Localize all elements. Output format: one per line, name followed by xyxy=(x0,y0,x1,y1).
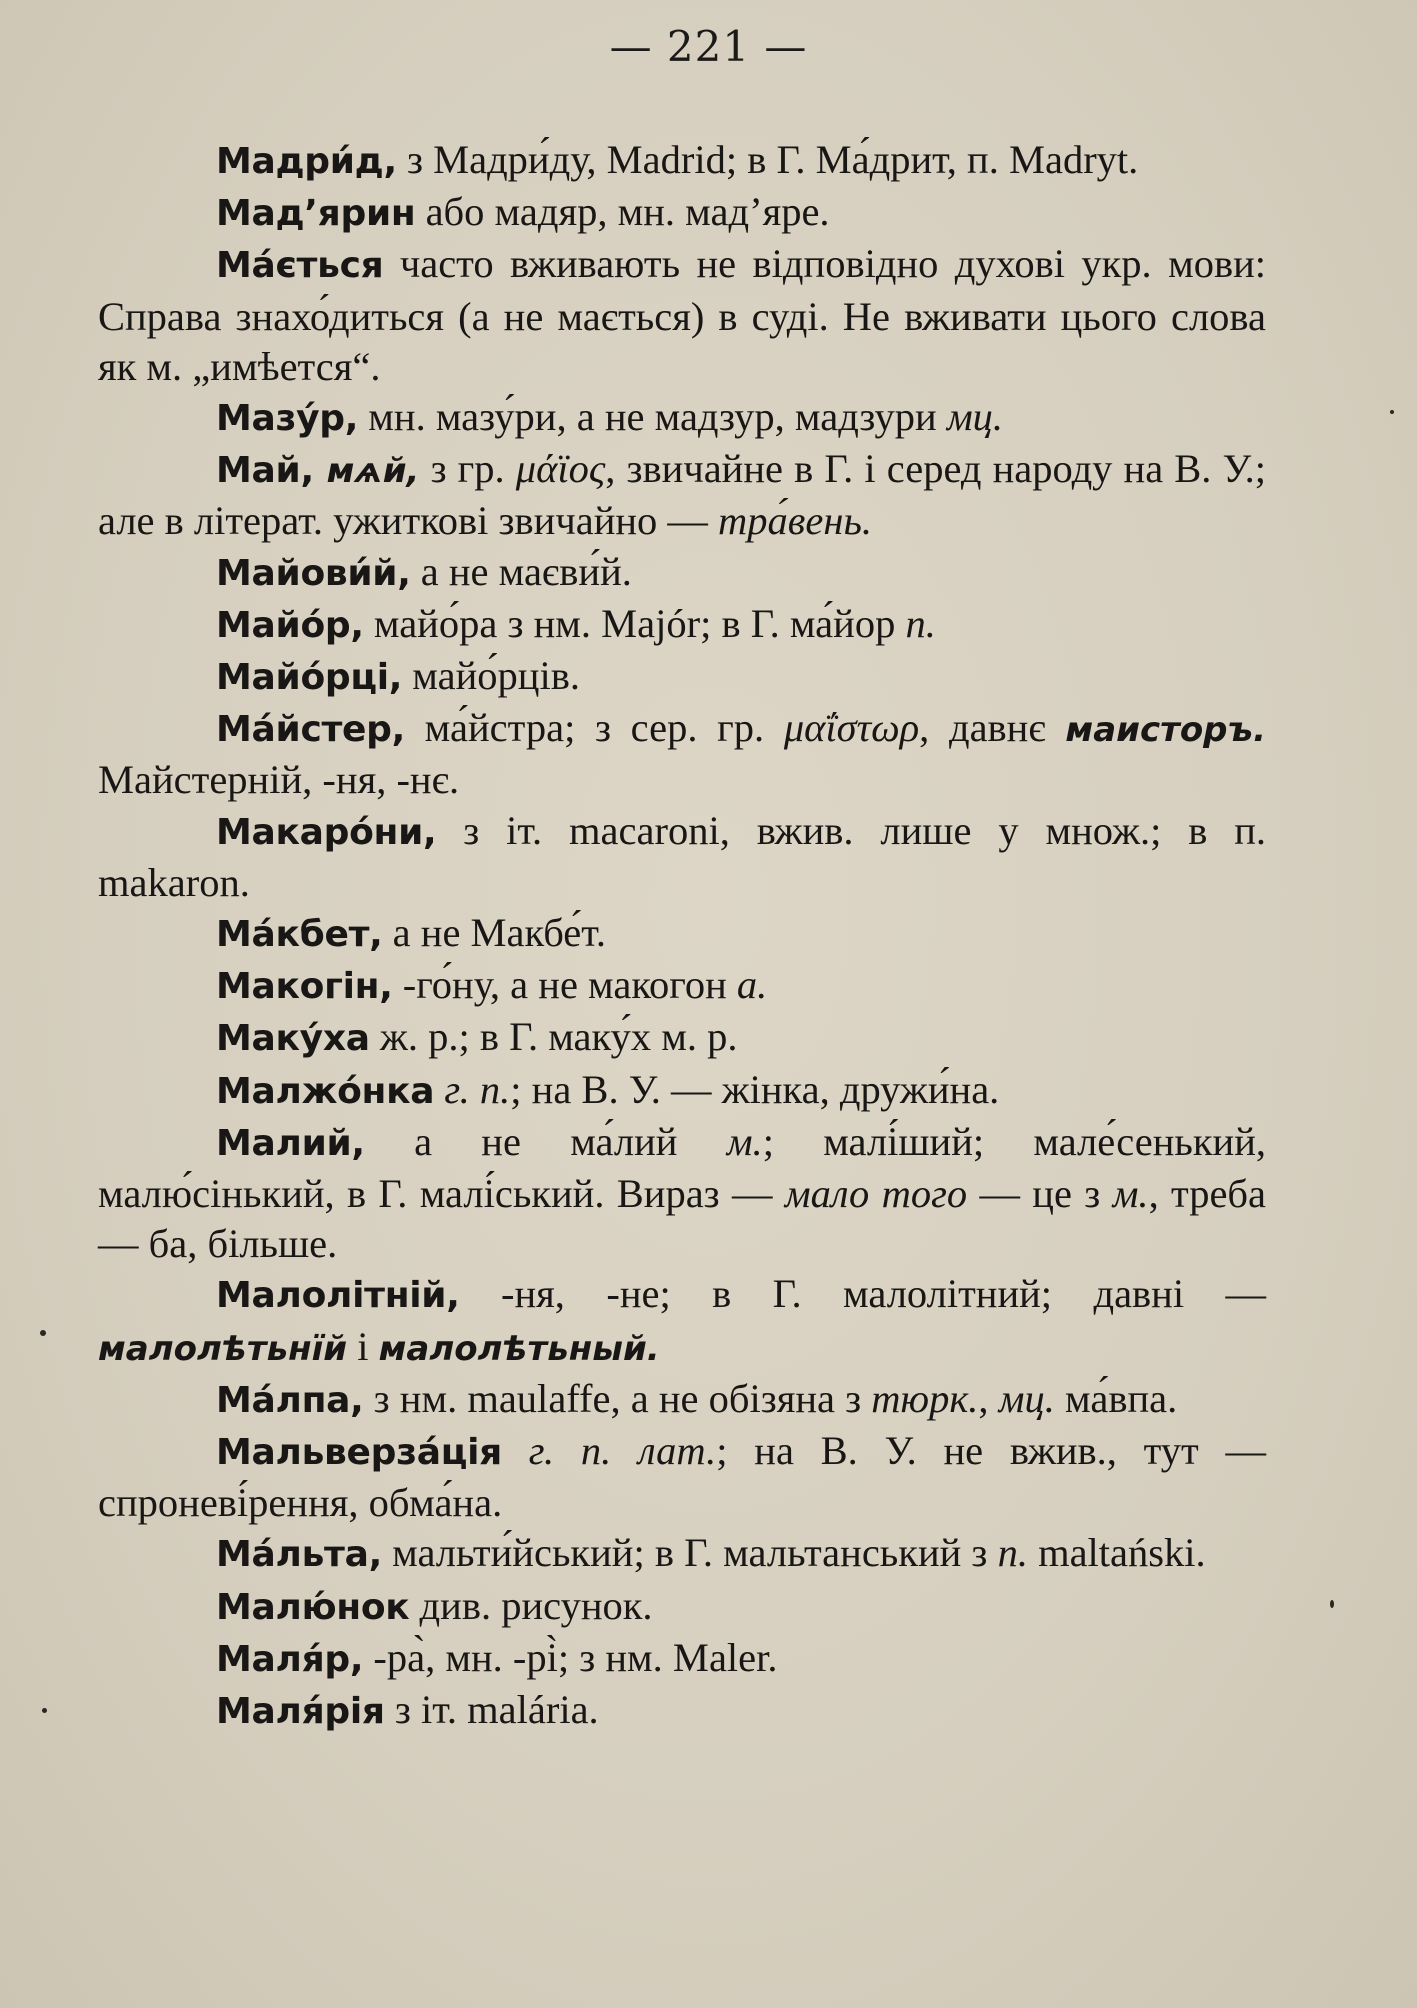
entry-text: див. рисунок. xyxy=(409,1582,653,1628)
entry-maietsia xyxy=(98,239,1266,392)
entry-maister xyxy=(98,703,1266,805)
entry-maliariia xyxy=(98,1685,1266,1737)
entry-text: -ня, -не; в Г. малолітний; давні — xyxy=(459,1271,1266,1317)
entry-text: maltański. xyxy=(1027,1530,1206,1576)
entry-headword: Маля́рія xyxy=(216,1691,385,1733)
entry-text xyxy=(502,1428,529,1473)
entry-headword: Мальверза́ція xyxy=(216,1432,502,1474)
entry-headword: Макогін, xyxy=(216,966,393,1008)
paper-speck xyxy=(1330,1600,1334,1608)
entry-madiaryn xyxy=(98,187,1266,239)
entry-maliunok xyxy=(98,1581,1266,1633)
entry-headword: Ма́йстер, xyxy=(216,709,406,751)
entry-text: мн. мазу́ри, а не мадзур, мадзури xyxy=(358,394,947,440)
entry-old-form: малолѣтьный. xyxy=(378,1328,660,1369)
entry-text: з іт. macaroni, вжив. лише у множ.; в п. makaron. xyxy=(98,807,1266,905)
entry-text: майо́рців. xyxy=(402,653,580,699)
entry-malzhonka xyxy=(98,1065,1266,1117)
entry-makbet xyxy=(98,908,1266,960)
entry-text: з іт. malária. xyxy=(384,1687,599,1733)
entry-text: майо́ра з нм. Majór; в Г. ма́йор xyxy=(363,600,906,646)
entry-text: -го́ну, а не макогон xyxy=(392,962,737,1008)
entry-text: або мадяр, мн. мад’яре. xyxy=(415,189,830,235)
entry-text: -ра̀, мн. -рі̀; з нм. Maler. xyxy=(363,1634,778,1680)
entry-headword: Маку́ха xyxy=(216,1018,370,1060)
entry-malta xyxy=(98,1528,1266,1580)
entry-headword: Ма́кбет, xyxy=(216,914,383,956)
entry-italic: тра́вень. xyxy=(718,498,872,544)
entry-headword: Майови́й, xyxy=(216,552,411,594)
paper-speck xyxy=(1390,410,1394,414)
entry-malyi xyxy=(98,1117,1266,1270)
entry-headword: Малий, xyxy=(216,1122,365,1164)
entry-headword: Ма́льта, xyxy=(216,1534,382,1576)
entry-italic: мало того xyxy=(784,1171,968,1217)
entry-italic: тюрк. xyxy=(871,1375,979,1421)
entry-text: ж. р.; в Г. маку́х м. р. xyxy=(369,1014,738,1060)
entry-text: ма́йстра; з сер. гр. xyxy=(405,705,784,751)
entry-greek: μάϊος xyxy=(515,446,606,492)
entry-text: а не ма́лий xyxy=(364,1118,727,1164)
entry-mai xyxy=(98,444,1266,546)
entry-headword: Май, xyxy=(216,450,314,492)
entry-old-form: малолѣтьнїй xyxy=(98,1328,348,1369)
entry-greek: μαΐστωρ xyxy=(783,705,920,751)
entry-headword: Ма́лпа, xyxy=(216,1379,364,1421)
entry-italic: п. xyxy=(997,1530,1028,1576)
entry-italic: мц. xyxy=(998,1375,1055,1421)
entry-mazur xyxy=(98,392,1266,444)
entry-italic: г. п. xyxy=(444,1066,511,1112)
entry-malverzatsiia xyxy=(98,1426,1266,1528)
entry-text: з Мадри́ду, Madrid; в Г. Ма́дрит, п. Madryt. xyxy=(396,137,1139,182)
entry-old-form: маисторъ. xyxy=(1065,710,1266,751)
entry-headword: Мад’ярин xyxy=(216,193,416,235)
dictionary-text xyxy=(98,135,1266,1737)
entry-maior xyxy=(98,599,1266,651)
entry-malolitnii xyxy=(98,1269,1266,1373)
entry-text: ; на В. У. не вжив., тут — спроневі́рення, обма́на. xyxy=(98,1428,1266,1526)
entry-text: а не маєви́й. xyxy=(410,548,632,594)
entry-text: ; малі́ший; мале́сенький, малю́сінький, в Г. малі́ський. Вираз — xyxy=(98,1118,1266,1217)
entry-text xyxy=(434,1067,444,1112)
entry-text: , xyxy=(978,1375,999,1421)
entry-text: часто вживають не відповідно духові укр. мови: Справа знахо́диться (а не мається) в суді. Не вживати цього слова як м. „имѣется“. xyxy=(98,241,1266,389)
entry-headword: Малю́нок xyxy=(216,1586,410,1628)
entry-maiovyi xyxy=(98,547,1266,599)
entry-makukha xyxy=(98,1012,1266,1064)
entry-headword: Малжо́нка xyxy=(216,1070,435,1112)
entry-maiortsi xyxy=(98,651,1266,703)
entry-text: з нм. maulaffe, а не обізяна з xyxy=(363,1375,872,1421)
entry-italic: г. п. лат. xyxy=(528,1428,717,1474)
entry-text: , звичайне в Г. і серед народу на В. У.; але в літерат. ужиткові звичайно — xyxy=(98,446,1266,544)
entry-italic: п. xyxy=(905,600,936,646)
entry-text: з гр. xyxy=(419,446,516,492)
entry-text: мальти́йський; в Г. мальтанський з xyxy=(381,1530,998,1576)
entry-italic: м. xyxy=(726,1118,763,1164)
entry-text: і xyxy=(347,1323,379,1369)
entry-italic: мц. xyxy=(946,394,1004,440)
entry-maliar xyxy=(98,1633,1266,1685)
entry-makohin xyxy=(98,960,1266,1012)
entry-headword: Ма́ється xyxy=(216,245,384,287)
entry-text: а не Макбе́т. xyxy=(382,910,607,956)
entry-headword: Майо́рці, xyxy=(216,657,403,699)
entry-text: , давнє xyxy=(919,705,1066,751)
entry-madryd xyxy=(98,135,1266,187)
entry-text: , треба — ба, більше. xyxy=(98,1171,1266,1267)
paper-speck xyxy=(42,1708,47,1713)
entry-headword: Мадри́д, xyxy=(216,141,397,182)
entry-headword: Майо́р, xyxy=(216,604,364,646)
entry-makarony xyxy=(98,806,1266,908)
entry-text: ма́впа. xyxy=(1054,1375,1178,1421)
entry-text: Майстерній, -ня, -нє. xyxy=(98,757,460,803)
entry-text: ; на В. У. — жінка, дружи́на. xyxy=(510,1066,1000,1112)
entry-italic: а. xyxy=(736,962,768,1008)
entry-italic: м. xyxy=(1112,1171,1149,1217)
paper-speck xyxy=(40,1330,46,1336)
page-number: — 221 — xyxy=(609,22,808,71)
entry-malpa xyxy=(98,1374,1266,1426)
entry-old-form: мѧй, xyxy=(313,451,420,492)
entry-headword: Макаро́ни, xyxy=(216,811,437,853)
entry-headword: Маля́р, xyxy=(216,1638,364,1680)
entry-headword: Мазу́р, xyxy=(216,398,359,440)
entry-headword: Малолітній, xyxy=(216,1275,460,1317)
entry-text: — це з xyxy=(967,1171,1113,1217)
